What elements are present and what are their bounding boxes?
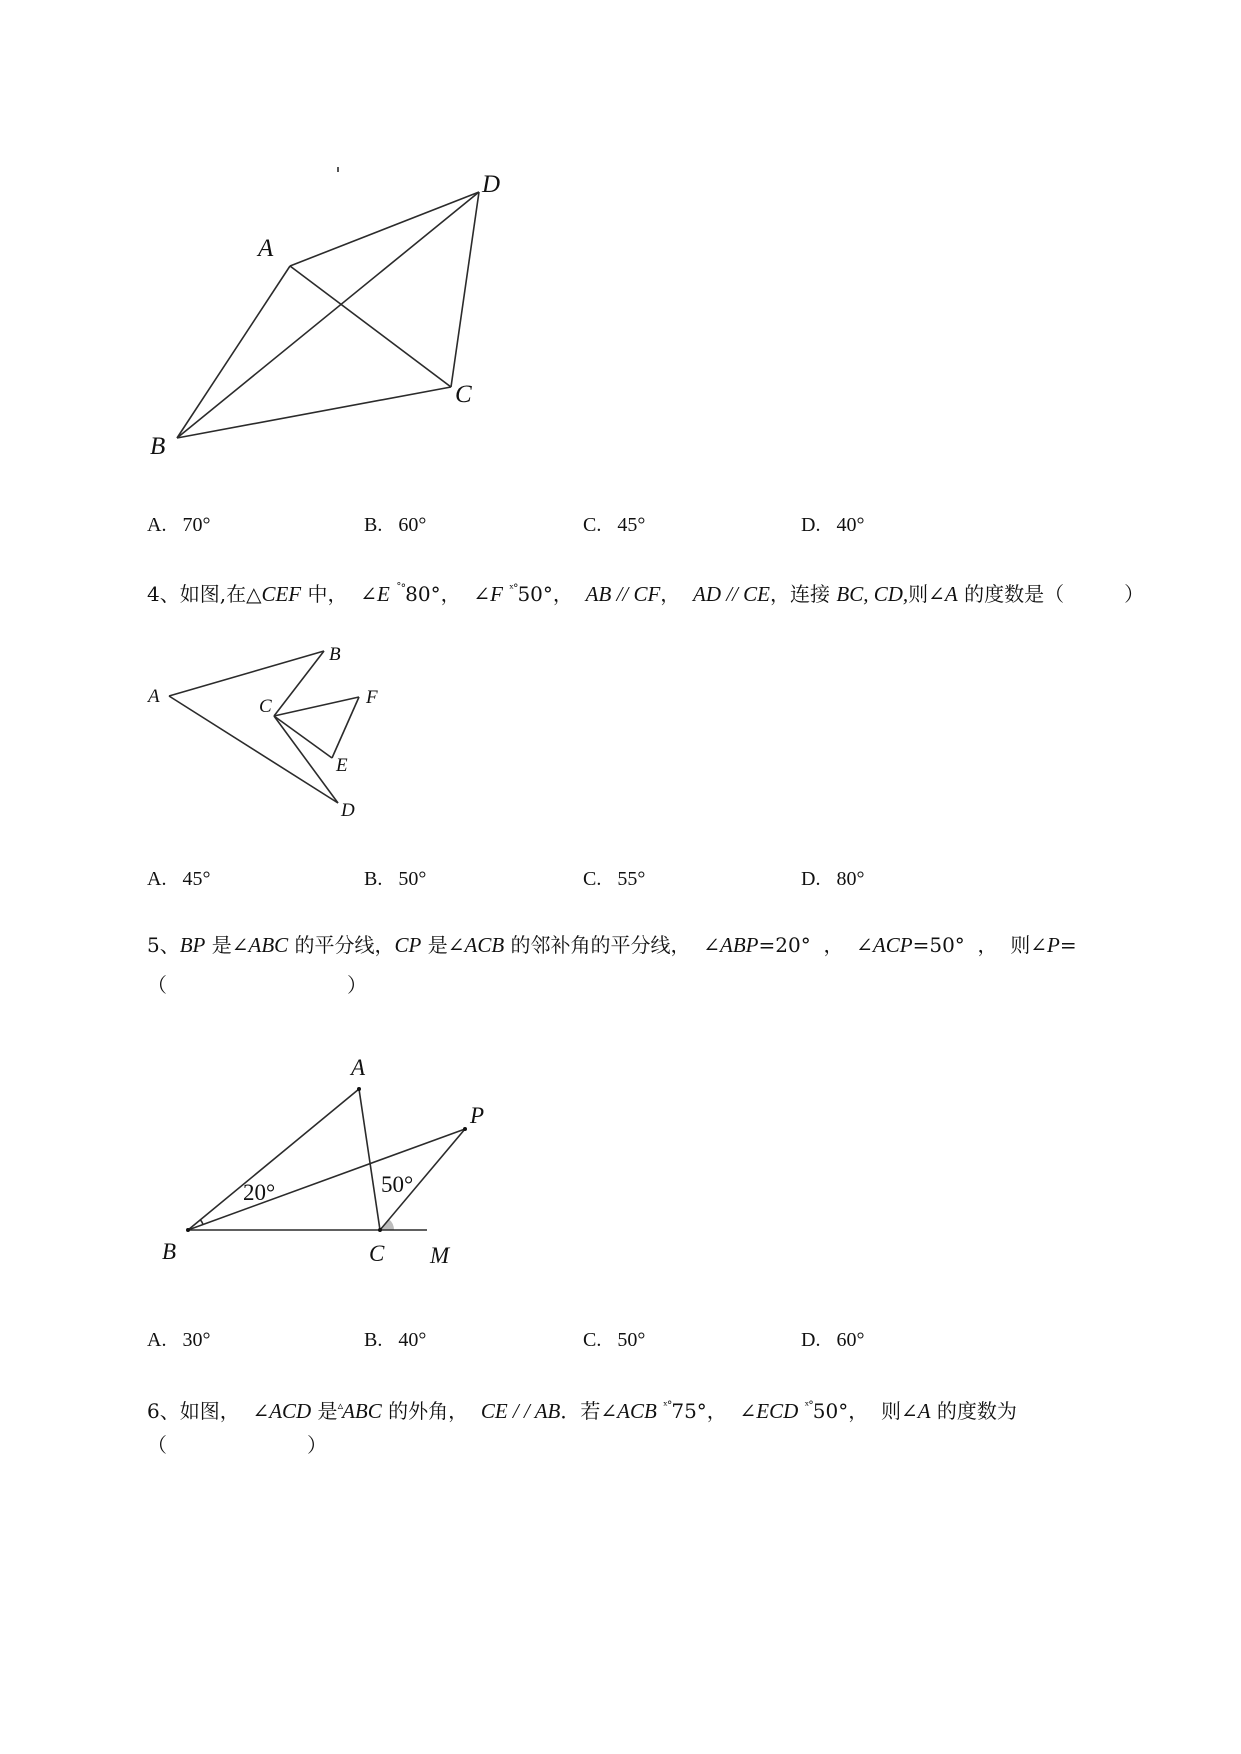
option-value: 45°	[617, 514, 646, 536]
text-segment: ．若∠	[560, 1399, 618, 1423]
question-6-answer-blank	[147, 1433, 327, 1457]
text-segment: 是∠	[421, 933, 465, 957]
option-letter: A.	[147, 868, 167, 890]
text-segment: 80°， ∠	[405, 582, 491, 606]
text-segment: =	[1059, 933, 1077, 957]
point-label-c: C	[369, 1241, 385, 1266]
segment-ac	[359, 1089, 380, 1230]
option-letter: A.	[147, 1329, 167, 1351]
text-segment: ，	[660, 582, 694, 606]
text-segment: AB // CF	[585, 582, 661, 606]
option-letter: B.	[364, 868, 383, 890]
option-letter: A.	[147, 514, 167, 536]
text-segment: ˣ°	[663, 1399, 672, 1412]
point-label-m: M	[430, 1243, 450, 1268]
option-letter: C.	[583, 514, 602, 536]
option-letter: C.	[583, 1329, 602, 1351]
point-label-d: D	[341, 800, 355, 821]
text-segment: A	[917, 1399, 931, 1423]
segment-bc	[177, 387, 451, 438]
point-a	[357, 1087, 361, 1091]
segment-ba	[188, 1089, 359, 1230]
option-d[interactable]	[801, 513, 864, 537]
question-6-text	[147, 1394, 1017, 1423]
text-segment: ，连接	[770, 582, 837, 606]
option-value: 80°	[836, 868, 865, 890]
text-segment: =50° ， 则∠	[912, 933, 1047, 957]
point-label-c: C	[259, 696, 272, 717]
option-value: 60°	[398, 514, 427, 536]
text-segment: F	[490, 582, 503, 606]
angle-b-arc	[200, 1220, 203, 1225]
option-b[interactable]	[364, 867, 426, 891]
text-segment: 中， ∠	[301, 582, 377, 606]
option-value: 40°	[398, 1329, 427, 1351]
question-4-text	[147, 577, 1144, 606]
option-b[interactable]	[364, 1328, 426, 1352]
point-label-d: D	[482, 171, 501, 198]
segment-cd	[451, 192, 479, 387]
point-label-b: B	[150, 433, 166, 460]
option-letter: D.	[801, 514, 821, 536]
segment-ec	[274, 716, 332, 758]
point-label-f: F	[366, 687, 378, 708]
text-segment: ECD	[756, 1399, 799, 1423]
option-value: 60°	[836, 1329, 865, 1351]
figure-quadrilateral-abcd	[130, 150, 530, 470]
point-label-b: B	[329, 644, 341, 665]
text-segment: ACB	[464, 933, 505, 957]
text-segment: =20° ， ∠	[758, 933, 873, 957]
text-segment: 4、如图,在△	[147, 582, 262, 606]
figure-angle-bisectors	[150, 1040, 490, 1280]
text-segment: ˣ°	[509, 582, 518, 595]
segment-ad	[290, 192, 479, 266]
text-segment: 的外角，	[381, 1399, 481, 1423]
point-label-a: A	[351, 1055, 366, 1080]
option-letter: C.	[583, 868, 602, 890]
text-segment: 75°， ∠	[671, 1399, 757, 1423]
text-segment: 5、	[147, 933, 180, 957]
option-b[interactable]	[364, 513, 426, 537]
text-segment: E	[376, 582, 390, 606]
text-segment: 的度数为	[930, 1399, 1017, 1423]
text-segment: ACB	[617, 1399, 657, 1423]
text-segment: P	[1047, 933, 1060, 957]
text-segment: 的邻补角的平分线， ∠	[504, 933, 721, 957]
text-segment: 则∠	[908, 582, 945, 606]
text-segment: BP	[179, 933, 206, 957]
text-segment: 的平分线，	[288, 933, 395, 957]
text-segment: CE / / AB	[480, 1399, 561, 1423]
point-label-p: P	[470, 1103, 485, 1128]
option-a[interactable]	[147, 1328, 210, 1352]
text-segment: ACD	[269, 1399, 312, 1423]
option-letter: D.	[801, 868, 821, 890]
option-value: 45°	[182, 868, 211, 890]
text-segment: 是∠	[205, 933, 249, 957]
option-letter: D.	[801, 1329, 821, 1351]
segment-bd	[177, 192, 479, 438]
point-c	[378, 1228, 382, 1232]
option-c[interactable]	[583, 867, 645, 891]
text-segment: BC, CD,	[836, 582, 909, 606]
text-segment: 50°， 则∠	[812, 1399, 918, 1423]
point-label-e: E	[336, 755, 348, 776]
option-value: 50°	[398, 868, 427, 890]
option-letter: B.	[364, 1329, 383, 1351]
option-value: 40°	[836, 514, 865, 536]
text-segment: 50°，	[517, 582, 586, 606]
segment-ab	[169, 651, 324, 696]
text-segment: AD // CE	[693, 582, 771, 606]
text-segment: （ ）	[147, 1433, 327, 1457]
segment-ad	[169, 696, 338, 803]
text-segment: ABC	[248, 933, 289, 957]
text-segment: （ ）	[147, 973, 367, 997]
text-segment: ˣ°	[804, 1399, 813, 1412]
text-segment: ▵	[337, 1399, 343, 1412]
option-a[interactable]	[147, 513, 210, 537]
option-value: 30°	[182, 1329, 211, 1351]
point-p	[463, 1127, 467, 1131]
segment-cd	[274, 716, 338, 803]
text-segment: A	[944, 582, 958, 606]
text-segment: ABC	[342, 1399, 382, 1423]
question-5-text	[147, 933, 1077, 957]
text-segment: ABP	[720, 933, 759, 957]
text-segment: 的度数是（ ）	[957, 582, 1145, 606]
option-value: 55°	[617, 868, 646, 890]
segment-ab	[177, 266, 290, 438]
text-segment: ˚°	[396, 582, 406, 595]
option-d[interactable]	[801, 867, 864, 891]
question-5-answer-blank	[147, 973, 367, 997]
figure-triangle-cef	[140, 630, 400, 830]
text-segment: 是	[311, 1399, 338, 1423]
angle-label-acp: 50°	[381, 1172, 414, 1197]
option-a[interactable]	[147, 867, 210, 891]
option-d[interactable]	[801, 1328, 864, 1352]
option-value: 50°	[617, 1329, 646, 1351]
point-label-a: A	[258, 235, 274, 262]
text-segment: 6、如图， ∠	[147, 1399, 270, 1423]
option-value: 70°	[182, 514, 211, 536]
segment-fe	[332, 697, 359, 758]
point-label-a: A	[148, 686, 160, 707]
point-b	[186, 1228, 190, 1232]
angle-label-abp: 20°	[243, 1180, 276, 1205]
text-segment: CP	[394, 933, 422, 957]
point-label-c: C	[455, 381, 472, 408]
option-letter: B.	[364, 514, 383, 536]
text-segment: CEF	[261, 582, 302, 606]
option-c[interactable]	[583, 513, 645, 537]
point-label-b: B	[162, 1239, 177, 1264]
text-segment: ACP	[872, 933, 913, 957]
option-c[interactable]	[583, 1328, 645, 1352]
